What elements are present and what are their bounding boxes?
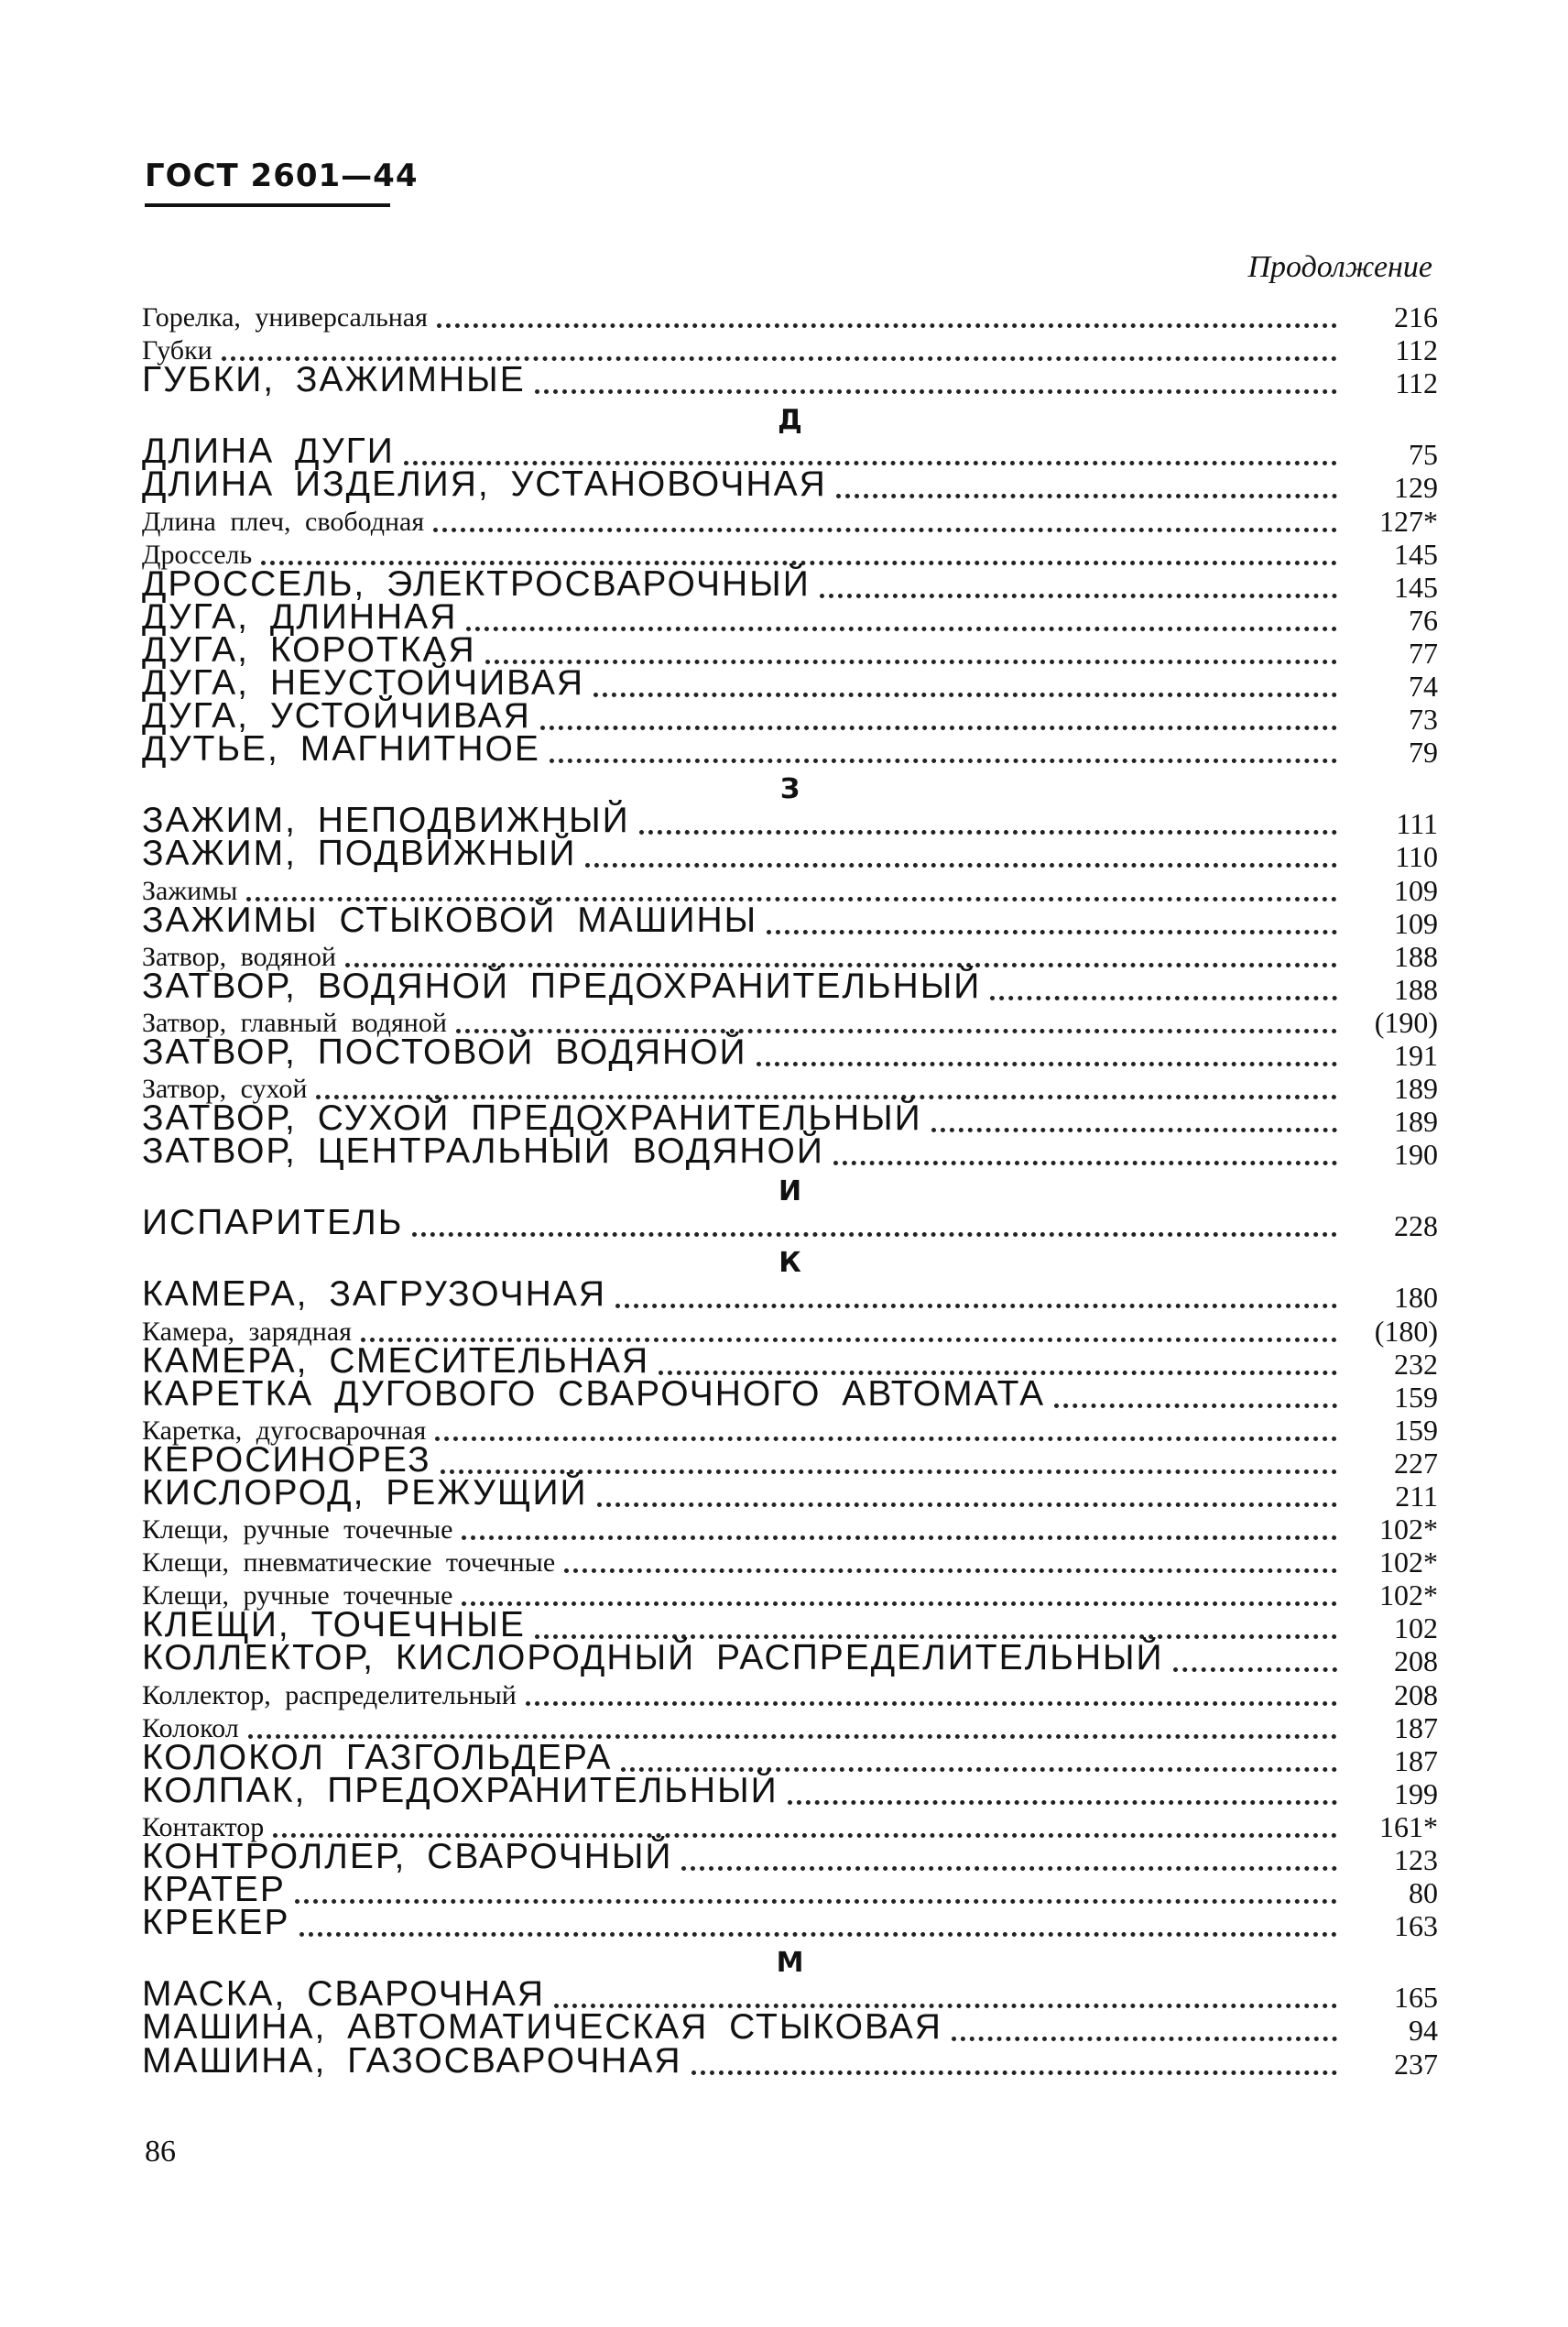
index-entry [142,1511,1438,1544]
entry-page-number: 216 [1394,300,1438,334]
entry-page-number: 76 [1409,603,1438,637]
dot-leader [597,1502,1337,1507]
dot-leader [437,323,1337,328]
entry-page-number: 180 [1394,1281,1438,1315]
entry-term: Дроссель [142,539,253,570]
entry-page-number: 199 [1394,1776,1438,1810]
entry-page-number: 102* [1379,1579,1438,1612]
entry-page-number: 189 [1394,1072,1438,1106]
section-letter: Д [778,404,802,437]
section-letter: М [776,1947,804,1980]
index-entry [142,834,1438,874]
entry-page-number: 102* [1379,1546,1438,1579]
section-letter-row [142,398,1438,436]
dot-leader [585,863,1337,868]
entry-term: ДЛИНА ДУГИ [142,432,395,472]
entry-term: КАМЕРА, ЗАГРУЗОЧНАЯ [142,1274,607,1315]
entry-page-number: 188 [1394,972,1438,1006]
entry-term: КРАТЕР [142,1870,286,1910]
section-letter-row [142,1169,1438,1207]
section-letter: З [779,773,800,806]
index-entry [142,502,1438,538]
entry-page-number: 79 [1409,736,1438,770]
entry-term: Контактор [142,1811,265,1842]
dot-leader [535,389,1337,394]
index-entry [142,900,1438,940]
entry-page-number: 208 [1394,1644,1438,1678]
entry-term: ДЛИНА ИЗДЕЛИЯ, УСТАНОВОЧНАЯ [142,464,827,505]
dot-leader [526,1701,1337,1706]
dot-leader [757,1062,1337,1066]
entry-term: Затвор, сухой [142,1074,308,1105]
dot-leader [836,494,1337,498]
dot-leader [540,726,1337,730]
entry-page-number: 159 [1394,1380,1438,1414]
dot-leader [466,627,1337,631]
entry-term: КОЛОКОЛ ГАЗГОЛЬДЕРА [142,1737,613,1777]
document-code: ГОСТ 2601—44 [145,158,419,194]
entry-term: Камера, зарядная [142,1316,352,1347]
dot-leader [433,528,1337,532]
index-entry [142,360,1438,400]
entry-page-number: 159 [1394,1413,1438,1447]
entry-page-number: 237 [1394,2047,1438,2081]
entry-term: КЕРОСИНОРЕЗ [142,1439,431,1480]
dot-leader [788,1800,1337,1805]
entry-page-number: 145 [1394,570,1438,604]
entry-term: КАМЕРА, СМЕСИТЕЛЬНАЯ [142,1340,650,1381]
entry-term: МАШИНА, АВТОМАТИЧЕСКАЯ СТЫКОВАЯ [142,2007,942,2048]
dot-leader [550,759,1337,763]
entry-term: ЗАТВОР, ПОСТОВОЙ ВОДЯНОЙ [142,1032,747,1072]
entry-term: ИСПАРИТЕЛЬ [142,1203,404,1243]
section-letter-row [142,767,1438,805]
entry-page-number: 127* [1379,504,1438,538]
entry-term: ДУГА, УСТОЙЧИВАЯ [142,696,531,737]
entry-page-number: 111 [1396,807,1438,841]
entry-page-number: (180) [1374,1314,1438,1348]
index-entry [142,1544,1438,1577]
dot-leader [435,1437,1337,1441]
entry-term: КОЛПАК, ПРЕДОХРАНИТЕЛЬНЫЙ [142,1770,779,1810]
index-entry [142,1373,1438,1414]
index-entry [142,1131,1438,1172]
entry-page-number: 228 [1394,1209,1438,1243]
section-letter: И [778,1175,802,1208]
entry-term: Клещи, ручные точечные [142,1514,453,1546]
index-entry [142,1473,1438,1513]
entry-page-number: 163 [1394,1909,1438,1943]
entry-page-number: 232 [1394,1347,1438,1381]
entry-term: Зажимы [142,875,238,906]
entry-term: КАРЕТКА ДУГОВОГО СВАРОЧНОГО АВТОМАТА [142,1373,1046,1414]
entry-term: Горелка, универсальная [142,302,428,333]
index-entry [142,1770,1438,1810]
dot-leader [639,830,1337,835]
entry-page-number: 109 [1394,873,1438,907]
entry-term: Длина плеч, свободная [142,506,425,537]
entry-term: ЗАТВОР, СУХОЙ ПРЕДОХРАНИТЕЛЬНЫЙ [142,1098,922,1139]
index-entry [142,464,1438,505]
dot-leader [299,1932,1338,1937]
entry-term: КИСЛОРОД, РЕЖУЩИЙ [142,1473,588,1513]
index-entry [142,1870,1438,1910]
entry-page-number: 227 [1394,1446,1438,1480]
dot-leader [462,1601,1337,1606]
entry-term: КОНТРОЛЛЕР, СВАРОЧНЫЙ [142,1837,673,1877]
entry-page-number: 211 [1395,1480,1438,1513]
entry-term: Затвор, водяной [142,941,336,972]
dot-leader [593,693,1337,697]
dot-leader [820,594,1337,598]
entry-page-number: 112 [1395,366,1438,400]
term-index [142,299,1438,2079]
entry-page-number: 187 [1394,1743,1438,1777]
entry-term: ДУГА, ДЛИННАЯ [142,596,458,637]
dot-leader [681,1866,1337,1871]
entry-term: Коллектор, распределительный [142,1679,517,1710]
entry-page-number: 112 [1395,333,1438,367]
index-entry [142,1676,1438,1709]
entry-page-number: (190) [1374,1005,1438,1039]
entry-page-number: 191 [1394,1038,1438,1072]
entry-term: КЛЕЩИ, ТОЧЕЧНЫЕ [142,1605,526,1645]
entry-page-number: 208 [1394,1677,1438,1711]
entry-page-number: 102* [1379,1513,1438,1546]
section-letter-row [142,1240,1438,1279]
dot-leader [412,1232,1337,1237]
entry-term: МАСКА, СВАРОЧНАЯ [142,1974,546,2015]
section-letter: К [779,1247,801,1280]
index-entry [142,729,1438,770]
index-entry [142,1032,1438,1072]
entry-page-number: 189 [1394,1105,1438,1139]
dot-leader [767,930,1337,934]
entry-page-number: 165 [1394,1981,1438,2015]
entry-term: ЗАЖИМ, ПОДВИЖНЫЙ [142,834,577,874]
dot-leader [952,2037,1337,2041]
entry-page-number: 102 [1394,1611,1438,1645]
header-rule [145,203,390,207]
dot-leader [931,1128,1337,1132]
entry-term: ДУТЬЕ, МАГНИТНОЕ [142,729,540,770]
dot-leader [1173,1667,1337,1672]
index-entry [142,1638,1438,1678]
entry-term: ДУГА, КОРОТКАЯ [142,629,476,670]
entry-term: ЗАЖИМЫ СТЫКОВОЙ МАШИНЫ [142,900,758,940]
entry-page-number: 109 [1394,906,1438,940]
index-entry [142,1903,1438,1943]
entry-page-number: 75 [1409,438,1438,472]
dot-leader [833,1161,1337,1165]
entry-term: ЗАЖИМ, НЕПОДВИЖНЫЙ [142,801,630,841]
entry-term: Затвор, главный водяной [142,1007,447,1038]
index-entry [142,1274,1438,1315]
entry-page-number: 94 [1409,2014,1438,2048]
dot-leader [691,2070,1337,2075]
entry-page-number: 145 [1394,537,1438,571]
entry-term: Каретка, дугосварочная [142,1415,427,1446]
entry-term: Клещи, ручные точечные [142,1580,453,1611]
entry-page-number: 74 [1409,670,1438,704]
entry-page-number: 188 [1394,939,1438,973]
index-entry [142,299,1438,332]
continuation-label: Продолжение [1247,250,1432,284]
dot-leader [564,1568,1337,1573]
entry-page-number: 161* [1379,1809,1438,1843]
dot-leader [615,1304,1337,1308]
index-entry [142,1203,1438,1243]
page-number: 86 [145,2135,176,2169]
entry-term: Клещи, пневматические точечные [142,1547,556,1579]
entry-page-number: 80 [1409,1876,1438,1910]
entry-term: МАШИНА, ГАЗОСВАРОЧНАЯ [142,2040,682,2081]
entry-term: Колокол [142,1712,239,1743]
index-entry [142,2007,1438,2048]
entry-page-number: 129 [1394,471,1438,505]
entry-page-number: 110 [1395,840,1438,874]
dot-leader [295,1899,1337,1904]
entry-term: ЗАТВОР, ЦЕНТРАЛЬНЫЙ ВОДЯНОЙ [142,1131,824,1172]
entry-term: ДУГА, НЕУСТОЙЧИВАЯ [142,663,584,704]
section-letter-row [142,1940,1438,1979]
dot-leader [485,660,1337,664]
dot-leader [1054,1404,1337,1408]
entry-page-number: 73 [1409,703,1438,737]
entry-term: ДРОССЕЛЬ, ЭЛЕКТРОСВАРОЧНЫЙ [142,563,811,604]
entry-term: Губки [142,335,212,366]
entry-page-number: 123 [1394,1843,1438,1877]
entry-term: КОЛЛЕКТОР, КИСЛОРОДНЫЙ РАСПРЕДЕЛИТЕЛЬНЫЙ [142,1638,1164,1678]
dot-leader [990,996,1337,1000]
entry-term: ГУБКИ, ЗАЖИМНЫЕ [142,360,526,400]
entry-term: ЗАТВОР, ВОДЯНОЙ ПРЕДОХРАНИТЕЛЬНЫЙ [142,966,982,1006]
entry-page-number: 187 [1394,1710,1438,1744]
index-entry [142,1837,1438,1877]
entry-term: КРЕКЕР [142,1903,290,1943]
entry-page-number: 77 [1409,636,1438,670]
index-entry [142,966,1438,1006]
dot-leader [462,1535,1337,1540]
index-entry [142,2040,1438,2081]
entry-page-number: 190 [1394,1138,1438,1172]
